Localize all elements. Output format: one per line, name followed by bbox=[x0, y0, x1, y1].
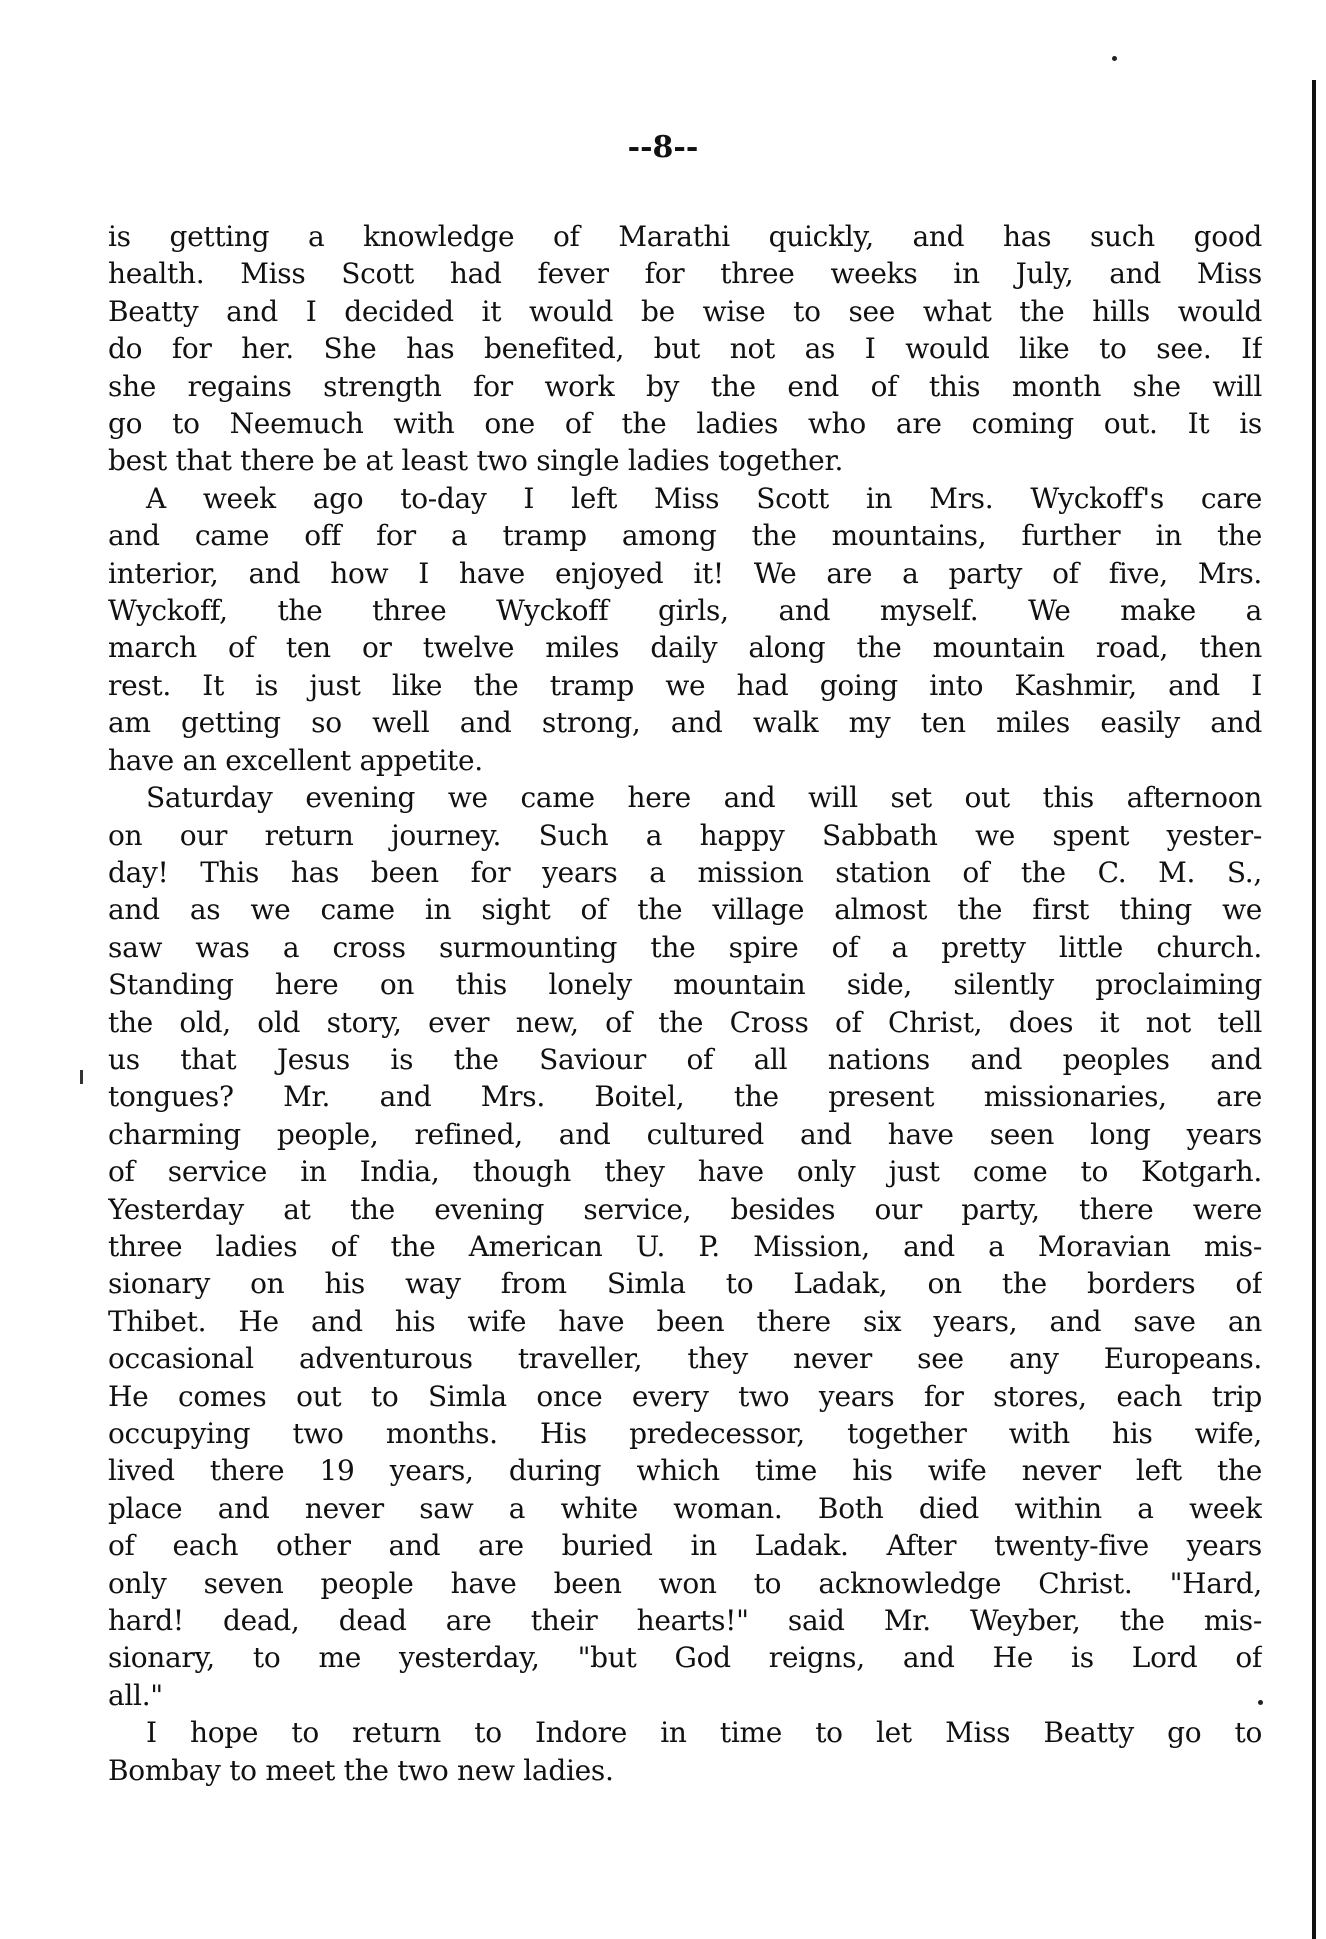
margin-mark bbox=[80, 1070, 83, 1084]
text-line: He comes out to Simla once every two years for stores, each trip bbox=[108, 1379, 1262, 1413]
text-line: tongues? Mr. and Mrs. Boitel, the present missionaries, are bbox=[108, 1080, 1262, 1114]
text-line: day! This has been for years a mission station of the C. M. S., bbox=[108, 855, 1262, 889]
text-line: occupying two months. His predecessor, together with his wife, bbox=[108, 1417, 1262, 1450]
paragraph bbox=[108, 218, 1262, 480]
text-line: Standing here on this lonely mountain side, silently proclaiming bbox=[108, 968, 1262, 1002]
text-line: charming people, refined, and cultured and have seen long years bbox=[108, 1117, 1262, 1151]
text-line: hard! dead, dead are their hearts!" said Mr. Weyber, the mis- bbox=[108, 1604, 1262, 1638]
text-line: Beatty and I decided it would be wise to see what the hills would bbox=[108, 294, 1262, 328]
page-edge-rule bbox=[1312, 80, 1316, 1939]
text-line: Bombay to meet the two new ladies. bbox=[108, 1753, 614, 1787]
text-line: Saturday evening we came here and will set out this afternoon bbox=[146, 781, 1262, 815]
text-line: three ladies of the American U. P. Mission, and a Moravian mis- bbox=[108, 1229, 1262, 1263]
text-line: on our return journey. Such a happy Sabbath we spent yester- bbox=[108, 818, 1262, 852]
text-line: do for her. She has benefited, but not as I would like to see. If bbox=[108, 332, 1262, 366]
text-line: and as we came in sight of the village almost the first thing we bbox=[108, 893, 1262, 927]
text-line: saw was a cross surmounting the spire of a pretty little church. bbox=[108, 930, 1262, 964]
text-line: health. Miss Scott had fever for three weeks in July, and Miss bbox=[108, 257, 1262, 291]
text-line: sionary on his way from Simla to Ladak, on the borders of bbox=[108, 1267, 1262, 1301]
text-line: sionary, to me yesterday, "but God reigns, and He is Lord of bbox=[108, 1641, 1262, 1675]
paragraph bbox=[108, 480, 1262, 779]
text-line: march of ten or twelve miles daily along the mountain road, then bbox=[108, 631, 1262, 665]
text-line: of service in India, though they have only just come to Kotgarh. bbox=[108, 1155, 1262, 1189]
text-line: she regains strength for work by the end of this month she will bbox=[108, 369, 1262, 403]
text-line: us that Jesus is the Saviour of all nations and peoples and bbox=[108, 1042, 1262, 1076]
text-line: A week ago to-day I left Miss Scott in Mrs. Wyckoff's care bbox=[146, 481, 1262, 515]
text-line: am getting so well and strong, and walk my ten miles easily and bbox=[108, 706, 1262, 740]
page-number: --8-- bbox=[627, 130, 699, 165]
text-line: interior, and how I have enjoyed it! We are a party of five, Mrs. bbox=[108, 556, 1262, 590]
text-line: Wyckoff, the three Wyckoff girls, and myself. We make a bbox=[108, 594, 1262, 628]
text-line: all." bbox=[108, 1678, 163, 1712]
text-line: of each other and are buried in Ladak. After twenty-five years bbox=[108, 1529, 1262, 1563]
text-line: Thibet. He and his wife have been there six years, and save an bbox=[108, 1304, 1262, 1338]
text-line: only seven people have been won to acknowledge Christ. "Hard, bbox=[108, 1566, 1262, 1600]
text-line: place and never saw a white woman. Both died within a week bbox=[108, 1491, 1262, 1525]
body-text bbox=[108, 218, 1262, 1789]
text-line: the old, old story, ever new, of the Cross of Christ, does it not tell bbox=[108, 1005, 1262, 1039]
paragraph bbox=[108, 1714, 1262, 1789]
text-line: best that there be at least two single ladies together. bbox=[108, 444, 844, 478]
text-line: is getting a knowledge of Marathi quickly, and has such good bbox=[108, 220, 1262, 253]
text-line: go to Neemuch with one of the ladies who are coming out. It is bbox=[108, 407, 1262, 441]
text-line: rest. It is just like the tramp we had going into Kashmir, and I bbox=[108, 668, 1262, 702]
text-line: have an excellent appetite. bbox=[108, 743, 483, 777]
text-line: and came off for a tramp among the mountains, further in the bbox=[108, 519, 1262, 553]
text-line: Yesterday at the evening service, besides our party, there were bbox=[108, 1192, 1262, 1226]
printed-speck bbox=[1112, 56, 1117, 61]
paragraph bbox=[108, 779, 1262, 1714]
text-line: lived there 19 years, during which time his wife never left the bbox=[108, 1454, 1262, 1488]
text-line: I hope to return to Indore in time to let Miss Beatty go to bbox=[146, 1716, 1262, 1750]
text-line: occasional adventurous traveller, they never see any Europeans. bbox=[108, 1342, 1262, 1376]
